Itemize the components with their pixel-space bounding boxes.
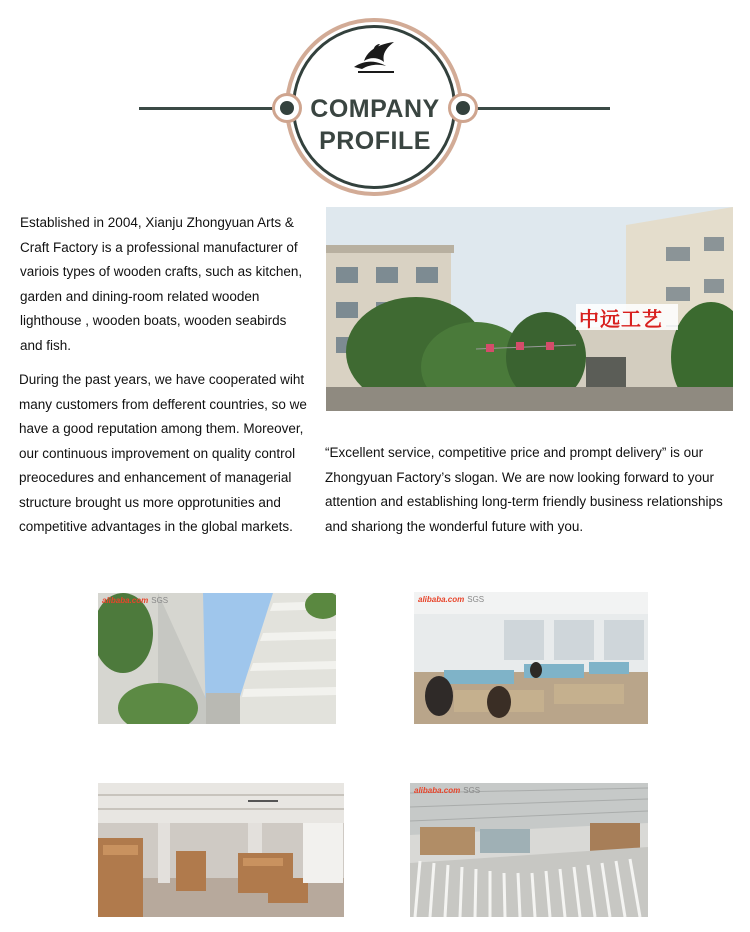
watermark-cert: SGS — [463, 786, 481, 795]
watermark-brand: alibaba.com — [414, 786, 461, 795]
workshop-photo — [410, 783, 648, 917]
watermark-brand: alibaba.com — [102, 596, 149, 605]
factory-building-photo — [326, 207, 733, 411]
watermark — [418, 595, 484, 604]
watermark-brand: alibaba.com — [418, 595, 465, 604]
watermark — [414, 786, 480, 795]
header-line-right — [460, 107, 610, 110]
building-corridor-photo — [98, 593, 336, 724]
watermark-cert: SGS — [151, 596, 169, 605]
swan-logo-icon — [350, 40, 402, 78]
watermark — [102, 596, 168, 605]
warehouse-photo — [98, 783, 344, 917]
office-photo — [414, 592, 648, 724]
header-line-left — [139, 107, 289, 110]
badge-title-company: COMPANY — [310, 95, 440, 123]
factory-sign-text: 中远工艺 — [579, 307, 663, 331]
slogan-paragraph: “Excellent service, competitive price and prompt delivery” is our Zhongyuan Factory’s slogan. We are now looking forward to your attention and establishing long-term friendly business relationships and shariong the wonderful future with you. — [325, 445, 723, 534]
intro-paragraph-1: Established in 2004, Xianju Zhongyuan Arts & Craft Factory is a professional manufacturer of variois types of wooden crafts, such as kitchen, garden and dining-room related wooden lighthouse , wooden boats, wooden seabirds and fish. — [20, 215, 303, 353]
badge-title-profile: PROFILE — [319, 127, 431, 155]
intro-paragraph-2: During the past years, we have cooperated wiht many customers from defferent countries, so we have a good reputation among them. Moreover, our continuous improvement on quality control preocedures and enhancement of managerial structure brought us more opprotunities and competitive advantages in the global markets. — [19, 372, 307, 534]
watermark-cert: SGS — [467, 595, 485, 604]
